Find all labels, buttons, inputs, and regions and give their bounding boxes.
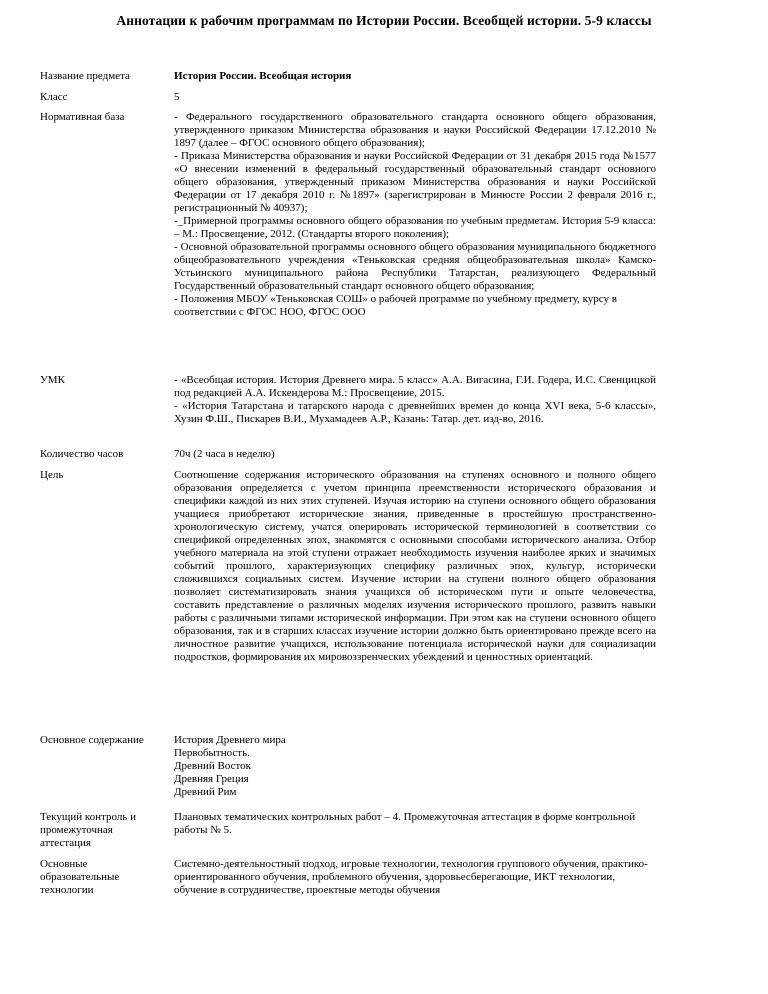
- label-subject: Название предмета: [40, 70, 130, 82]
- legal-item-2: - Приказа Министерства образования и науки Российской Федерации от 31 декабря 2015 года №1577 «О внесении изменений в федеральный государственный образовательный стандарт основного общего образования, утвержденный приказом Министерства образования и науки Российской Федерации от 17 декабря 2010 г. №1897» (зарегистрирован в Минюсте России 2 февраля 2016 г., регистрационный № 40937);: [174, 150, 656, 214]
- label-technologies: Основные образовательные технологии: [40, 858, 120, 896]
- label-assessment: Текущий контроль и промежуточная аттестация: [40, 811, 136, 849]
- textbook-item-1: - «Всеобщая история. История Древнего мира. 5 класс» А.А. Вигасина, Г.И. Годера, И.С. Свенцицкой под редакцией А.А. Искендерова М.: Просвещение, 2015.: [174, 374, 656, 399]
- document-title: Аннотации к рабочим программам по Истории России. Всеобщей истории. 5-9 классы: [116, 13, 652, 28]
- label-grade: Класс: [40, 91, 68, 103]
- subject-name: История России. Всеобщая история: [174, 70, 352, 82]
- legal-item-4: - Основной образовательной программы основного общего образования муниципального бюджетного общеобразовательного учреждения «Теньковская средняя общеобразовательная школа» Камско-Устьинского муниципального района Республики Татарстан, реализующего Федеральный Государственный образовательный стандарт основного общего образования;: [174, 241, 656, 292]
- content-subject: [174, 70, 656, 83]
- content-assessment: [174, 811, 656, 837]
- content-grade: [174, 91, 656, 104]
- legal-item-3: -_Примерной программы основного общего образования по учебным предметам. История 5-9 класса: – М.: Просвещение, 2012. (Стандарты второго поколения);: [174, 215, 656, 240]
- label-hours: Количество часов: [40, 448, 124, 460]
- legal-item-5: - Положения МБОУ «Теньковская СОШ» о рабочей программе по учебному предмету, курсу в соответствии с ФГОС НОО, ФГОС ООО: [174, 293, 617, 318]
- goal-text: Соотношение содержания исторического образования на ступенях основного и полного общего образования определяется с учетом принципа преемственности исторического образования и специфики каждой из них этих ступеней. Изучая историю на ступени основного общего образования учащиеся приобретают исторические знания, приведенные в простейшую пространственно-хронологическую систему, учатся оперировать исторической терминологией в соответствии со спецификой определенных эпох, знакомятся с основными способами исторического анализа. Отбор учебного материала на этой ступени отражает необходимость изучения наиболее ярких и значимых событий прошлого, характеризующих специфику различных эпох, культур, исторически сложившихся социальных систем. Изучение истории на ступени полного общего образования позволяет систематизировать знания учащихся об историческом пути и опыте человечества, составить представление о различных моделях изучения исторического прошлого, развить навыки работы с различными типами исторической информации. При этом как на ступени основного общего образования, так и в старших классах изучение истории должно быть ориентировано прежде всего на личностное развитие учащихся, использование потенциала исторической науки для социализации подростков, формирования их мировоззренческих убеждений и ценностных ориентаций.: [174, 469, 656, 663]
- legal-item-1: - Федерального государственного образовательного стандарта основного общего образования, утвержденного приказом Министерства образования и науки Российской Федерации 17.12.2010 № 1897 (далее – ФГОС основного общего образования);: [174, 111, 656, 149]
- textbook-item-2: - «История Татарстана и татарского народа с древнейших времен до конца XVI века, 5-6 классы», Хузин Ф.Ш., Пискарев В.И., Мухамадеев А.Р., Казань: Татар. дет. изд-во, 2016.: [174, 400, 656, 425]
- content-item-1: История Древнего мира: [174, 734, 286, 746]
- hours-value: 70ч (2 часа в неделю): [174, 448, 275, 460]
- content-technologies: [174, 858, 656, 897]
- content-item-4: Древняя Греция: [174, 773, 249, 785]
- content-hours: [174, 448, 656, 461]
- content-item-5: Древний Рим: [174, 786, 237, 798]
- label-textbooks: УМК: [40, 374, 65, 386]
- technologies-text: Системно-деятельностный подход, игровые технологии, технология группового обучения, практико-ориентированного обучения, проблемного обучения, здоровьесберегающие, ИКТ технологии, обучение в сотрудничестве, проектные методы обучения: [174, 858, 648, 896]
- content-main-content: [174, 734, 656, 799]
- content-legal-basis: [174, 111, 656, 319]
- content-goal: [174, 469, 656, 664]
- label-legal-basis: Нормативная база: [40, 111, 125, 123]
- label-main-content: Основное содержание: [40, 734, 144, 746]
- assessment-text: Плановых тематических контрольных работ – 4. Промежуточная аттестация в форме контрольной работы № 5.: [174, 811, 636, 836]
- content-item-2: Первобытность.: [174, 747, 250, 759]
- grade-value: 5: [174, 91, 180, 103]
- label-goal: Цель: [40, 469, 64, 481]
- content-item-3: Древний Восток: [174, 760, 251, 772]
- content-textbooks: [174, 374, 656, 426]
